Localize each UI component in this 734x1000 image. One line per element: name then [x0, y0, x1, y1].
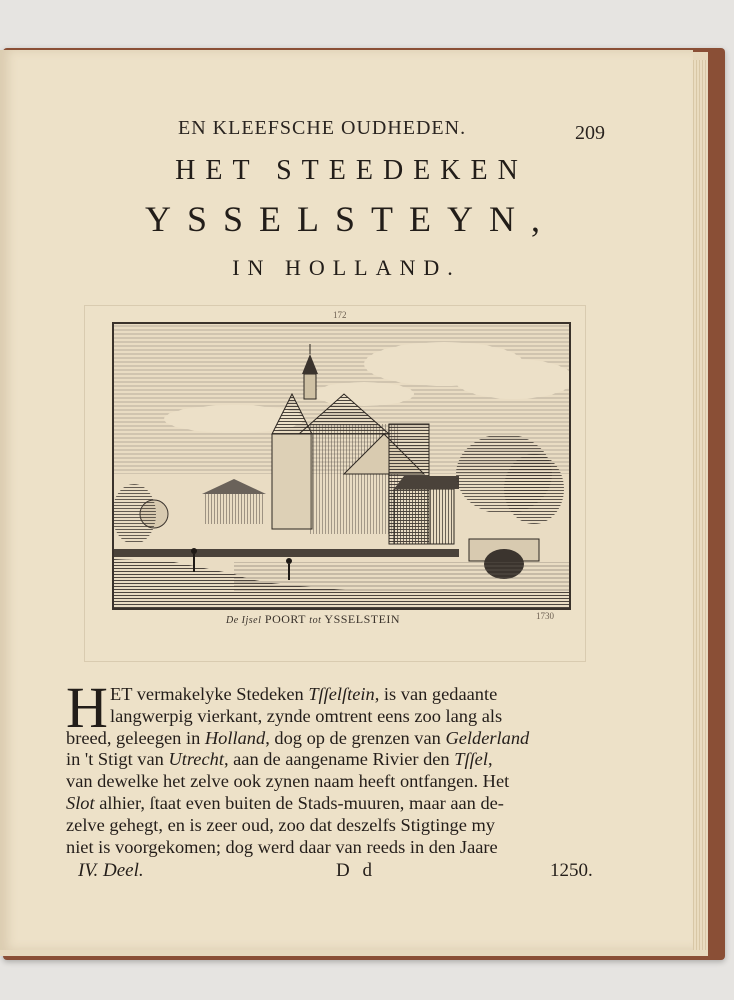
volume-label: IV. Deel.: [78, 860, 144, 881]
plate-caption: De Ijsel POORT tot YSSELSTEIN: [226, 612, 401, 626]
title-line-2: YSSELSTEYN,: [144, 199, 557, 239]
title-line-3: IN HOLLAND.: [232, 255, 461, 280]
engraving-illustration: [112, 322, 571, 610]
body-line: langwerpig vierkant, zynde omtrent eens zoo lang als: [110, 705, 503, 726]
running-head: EN KLEEFSCHE OUDHEDEN.: [178, 117, 467, 139]
catchword: 1250.: [550, 860, 593, 881]
plate-number: 172: [333, 310, 347, 320]
body-line: breed, geleegen in Holland, dog op de grenzen van Gelderland: [66, 727, 530, 748]
body-line: zelve gehegt, en is zeer oud, zoo dat deszelfs Stigtinge my: [66, 814, 495, 835]
page-number: 209: [575, 122, 605, 144]
signature-mark: D d: [336, 860, 376, 881]
body-line: ET vermakelyke Stedeken Tſſelſtein, is van gedaante: [110, 684, 498, 704]
body-line: van dewelke het zelve ook zynen naam heeft ontfangen. Het: [66, 771, 510, 792]
plate-date-note: 1730: [536, 611, 554, 621]
body-line: in 't Stigt van Utrecht, aan de aangename Rivier den Tſſel,: [66, 749, 493, 770]
body-line: niet is voorgekomen; dog werd daar van reeds in den Jaare: [66, 836, 498, 857]
body-line: Slot alhier, ſtaat even buiten de Stads-muuren, maar aan de-: [66, 792, 504, 813]
body-text: [66, 675, 606, 858]
title-line-1: HET STEEDEKEN: [175, 155, 528, 186]
drop-capital: H: [66, 675, 108, 740]
page-edges: [693, 60, 707, 950]
